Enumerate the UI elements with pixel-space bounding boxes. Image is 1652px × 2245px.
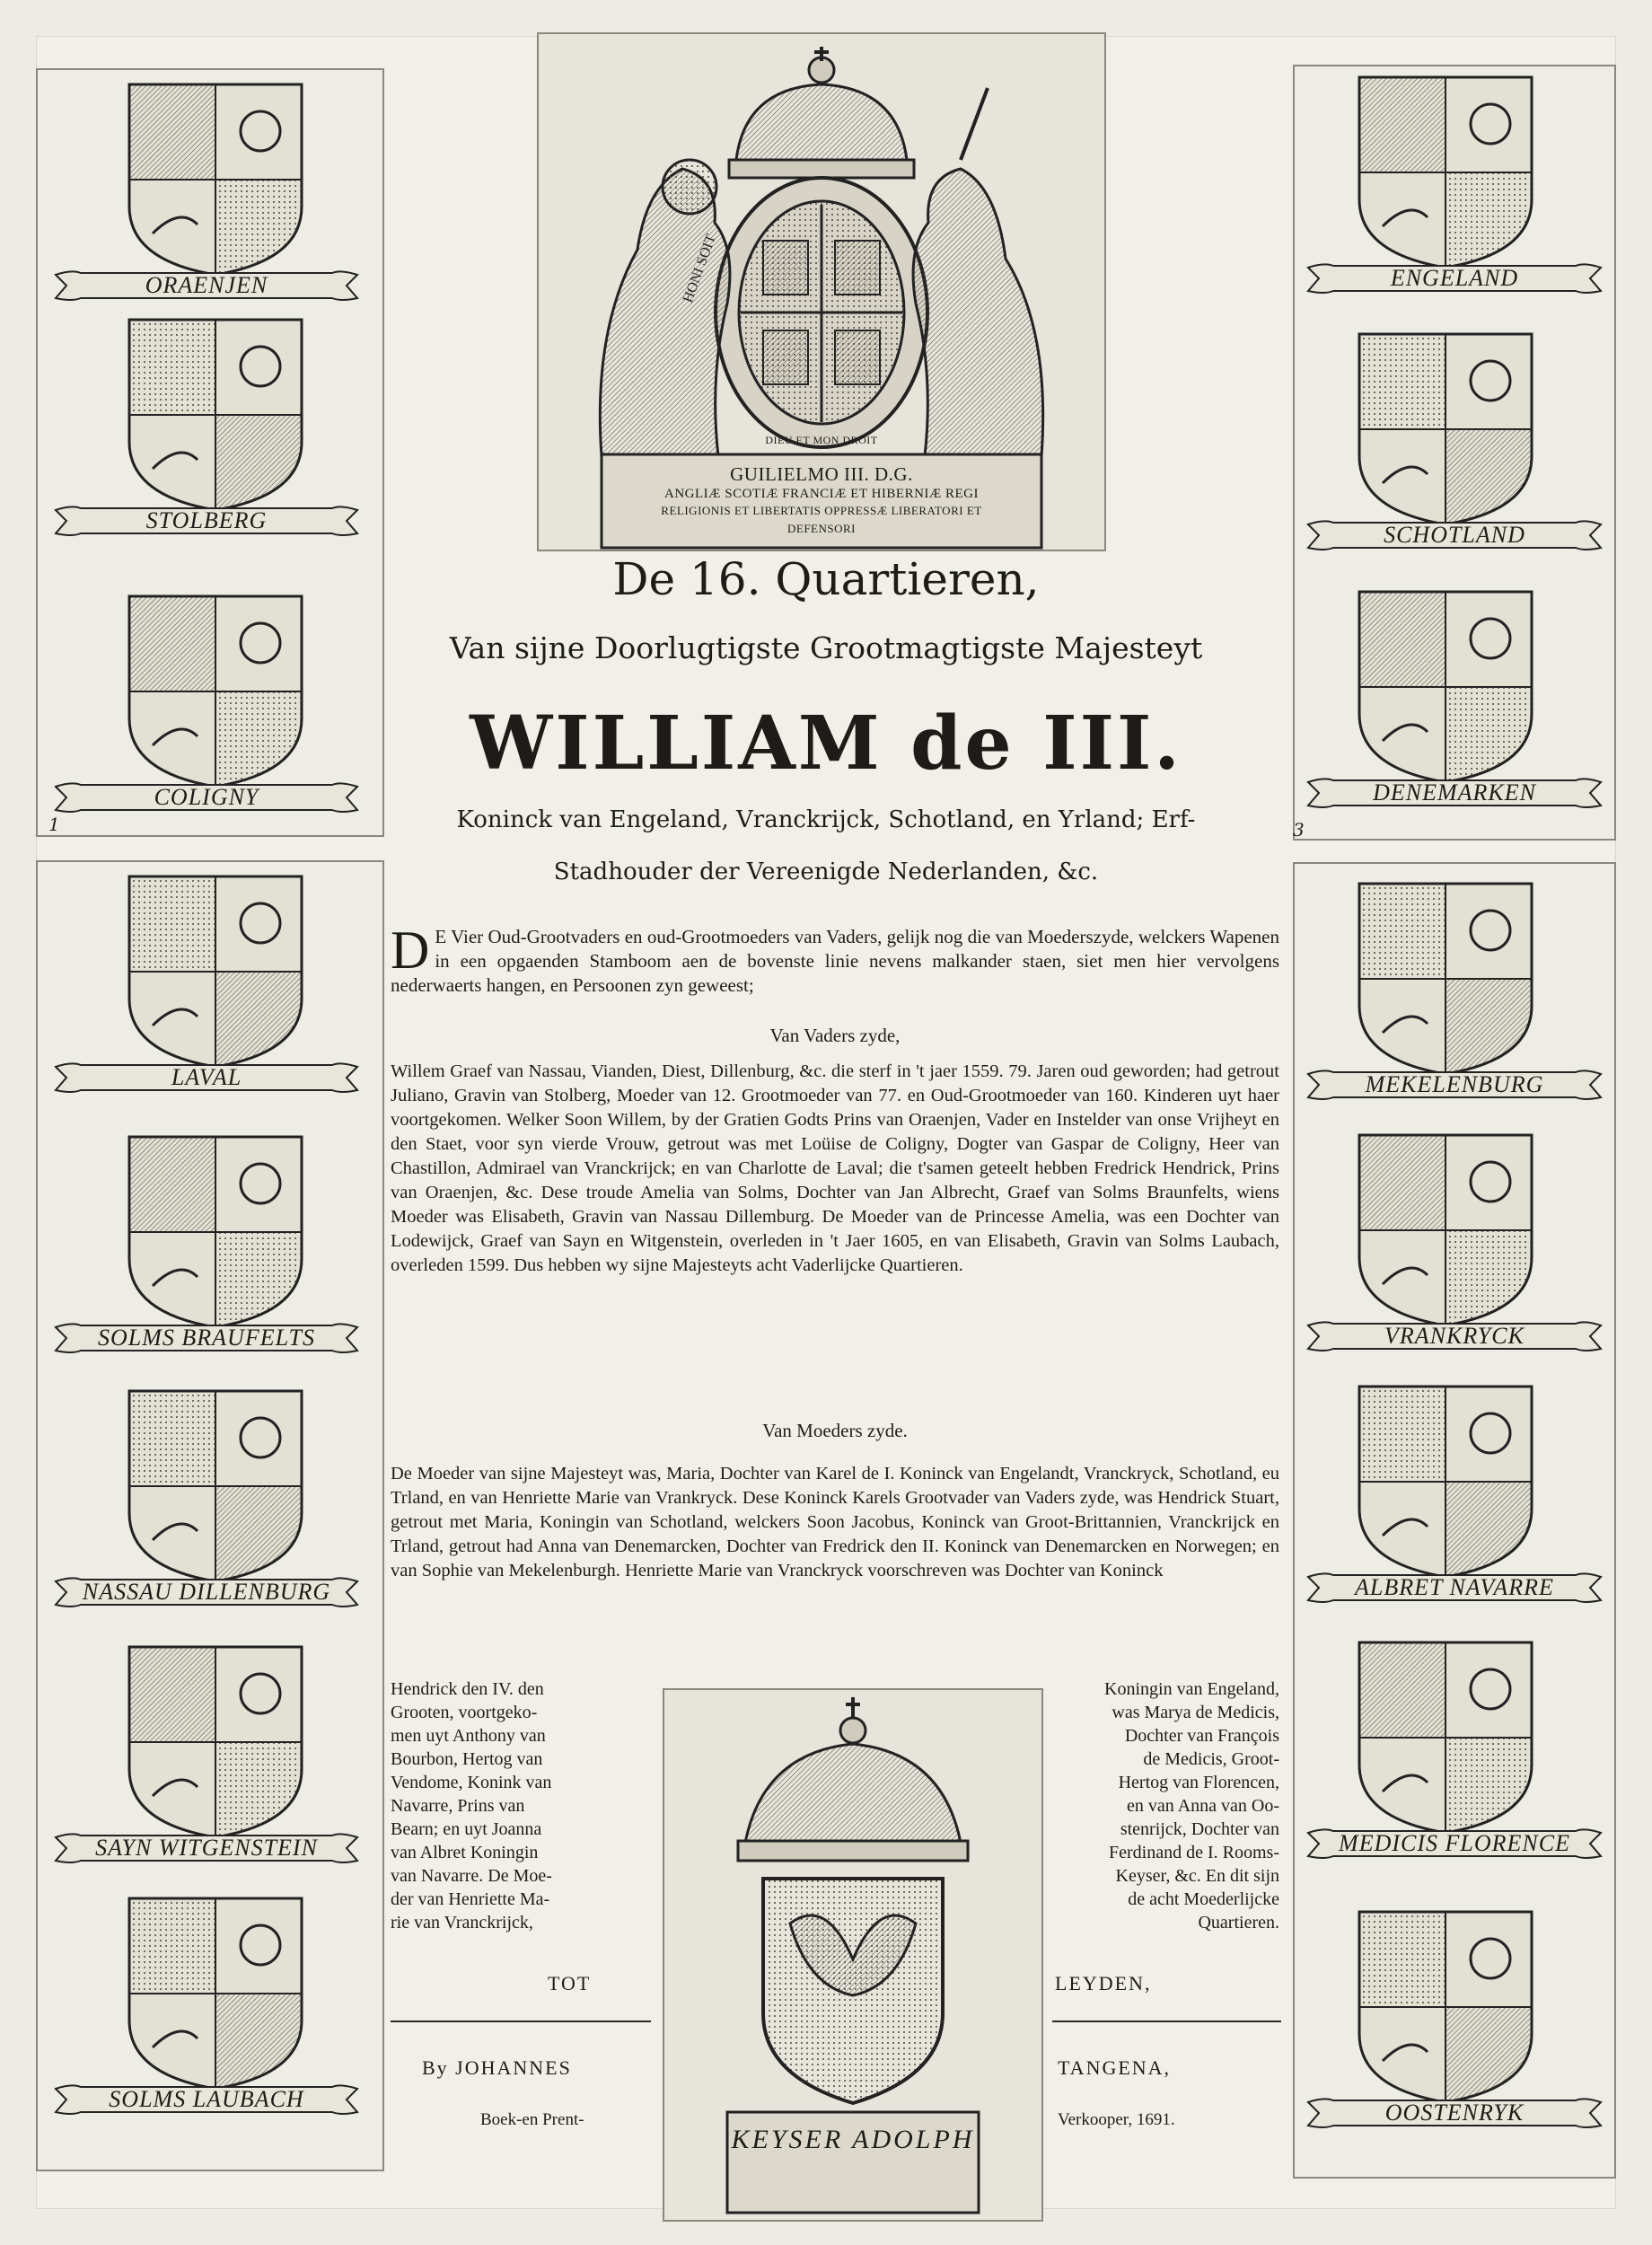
coat-of-arms (126, 316, 305, 514)
dropcap: D (391, 920, 430, 980)
maternal-heading: Van Moeders zyde. (762, 1420, 908, 1441)
maternal-left-line: van Navarre. De Moe- (391, 1866, 552, 1886)
margin-mark-left: 1 (48, 814, 60, 835)
arms-name: COLIGNY (154, 784, 259, 810)
arms-name: DENEMARKEN (1373, 779, 1536, 806)
maternal-right-line: en van Anna van Oo- (1127, 1796, 1279, 1816)
title-king-name: WILLIAM de III. (470, 700, 1182, 787)
maternal-right-column (1050, 1677, 1279, 1934)
maternal-text: De Moeder van sijne Majesteyt was, Maria, Dochter van Karel de I. Koninck van Engelandt, Vranckryck, Schotland, eu Trland, en van Henriette Marie van Vrankryck. Dese Koninck Karels Grootvader van Vaders zyde, was Hendrick Stuart, getrout met Maria, Koningin van Schotland, welckers Soon Jacobus, Koninck van Groot-Brittannien, Vranckrijck en Trland, getrout had Anna van Denemarcken, Dochter van Fredrick den II. Koninck van Denemarcken en Norwegen; en van Sophie van Mekelenburgh. Henriette Marie van Vranckryck voorschreven was Dochter van Koninck (391, 1464, 1279, 1580)
arms-banner (54, 1320, 359, 1356)
arms-banner (1306, 1570, 1603, 1606)
arms-name: NASSAU DILLENBURG (82, 1579, 331, 1605)
coat-of-arms (126, 1895, 305, 2092)
arms-name: LAVAL (171, 1064, 242, 1090)
shield-icon (126, 1133, 305, 1331)
maternal-left-line: Navarre, Prins van (391, 1796, 525, 1816)
coat-of-arms (1356, 330, 1535, 528)
maternal-left-line: der van Henriette Ma- (391, 1889, 550, 1909)
maternal-right-line: was Marya de Medicis, (1112, 1703, 1279, 1722)
title-stadholder: Stadhouder der Vereenigde Nederlanden, &c. (553, 858, 1099, 885)
imprint-publisher: By JOHANNES (422, 2056, 572, 2079)
inscription-line-3: RELIGIONIS ET LIBERTATIS OPPRESSÆ LIBERATORI ET (661, 504, 982, 517)
intro-text: E Vier Oud-Grootvaders en oud-Grootmoeders van Vaders, gelijk nog die van Moederszyde, welckers Wapenen in een opgaenden Stamboom aen de bovenste linie nevens malkander staen, siet men hier vervolgens nederwaerts hangen, en Persoonen zyn geweest; (391, 926, 1279, 996)
arms-banner (1306, 2095, 1603, 2131)
coat-of-arms (1356, 1131, 1535, 1329)
maternal-right-line: Koningin van Engeland, (1104, 1679, 1279, 1699)
imprint-rule-right (1052, 2020, 1281, 2022)
arms-name: STOLBERG (145, 507, 268, 533)
shield-icon (126, 316, 305, 514)
coat-of-arms (126, 593, 305, 790)
shield-icon (126, 1387, 305, 1585)
coat-of-arms (1356, 1639, 1535, 1836)
page-title: De 16. Quartieren, (612, 553, 1040, 605)
shield-icon (126, 1643, 305, 1841)
intro-paragraph (391, 920, 1279, 998)
coat-of-arms (1356, 1383, 1535, 1580)
imprint-date: Verkooper, 1691. (1058, 2110, 1175, 2129)
arms-name: ORAENJEN (145, 272, 268, 298)
shield-icon (1356, 1908, 1535, 2106)
shield-icon (1356, 1639, 1535, 1836)
arms-banner (54, 2082, 359, 2117)
maternal-left-line: Grooten, voortgeko- (391, 1703, 538, 1722)
arms-banner (1306, 775, 1603, 811)
arms-name: SOLMS BRAUFELTS (98, 1325, 315, 1351)
maternal-right-line: Ferdinand de I. Rooms- (1109, 1843, 1279, 1862)
inscription-line-2: ANGLIÆ SCOTIÆ FRANCIÆ ET HIBERNIÆ REGI (664, 487, 979, 501)
shield-icon (126, 593, 305, 790)
maternal-left-line: Bourbon, Hertog van (391, 1749, 543, 1769)
maternal-right-line: Dochter van François (1124, 1726, 1279, 1746)
maternal-left-line: Hendrick den IV. den (391, 1679, 544, 1699)
maternal-right-line: de Medicis, Groot- (1143, 1749, 1279, 1769)
maternal-left-line: van Albret Koningin (391, 1843, 539, 1862)
title-kingdoms: Koninck van Engeland, Vranckrijck, Schotland, en Yrland; Erf- (456, 806, 1196, 833)
shield-icon (1356, 74, 1535, 271)
paternal-heading: Van Vaders zyde, (769, 1025, 901, 1046)
coat-of-arms (126, 1387, 305, 1585)
arms-banner (54, 1830, 359, 1866)
arms-banner (1306, 517, 1603, 553)
arms-name: SAYN WITGENSTEIN (95, 1835, 318, 1861)
inscription-line-1: GUILIELMO III. D.G. (730, 463, 913, 485)
motto: DIEU ET MON DROIT (765, 434, 878, 446)
arms-banner (1306, 1318, 1603, 1354)
maternal-left-line: rie van Vranckrijck, (391, 1913, 533, 1932)
maternal-left-line: Bearn; en uyt Joanna (391, 1819, 542, 1839)
arms-banner (54, 1060, 359, 1096)
shield-icon (126, 81, 305, 278)
arms-name: SCHOTLAND (1384, 522, 1525, 548)
keyser-adolph-label: KEYSER ADOLPH (731, 2125, 975, 2154)
arms-banner (54, 1574, 359, 1610)
imprint-leyden: LEYDEN, (1055, 1972, 1152, 1994)
arms-banner (54, 779, 359, 815)
maternal-right-line: Keyser, &c. En dit sijn (1115, 1866, 1279, 1886)
inscription-line-4: DEFENSORI (786, 522, 856, 535)
arms-name: ENGELAND (1390, 265, 1519, 291)
coat-of-arms (1356, 1908, 1535, 2106)
maternal-right-line: Quartieren. (1198, 1913, 1279, 1932)
coat-of-arms (126, 1133, 305, 1331)
maternal-right-line: stenrijck, Dochter van (1120, 1819, 1279, 1839)
imprint-tot: TOT (548, 1972, 592, 1994)
arms-banner (1306, 1826, 1603, 1862)
coat-of-arms (1356, 880, 1535, 1078)
arms-banner (1306, 260, 1603, 296)
shield-icon (1356, 1383, 1535, 1580)
margin-mark-right: 3 (1293, 819, 1305, 841)
paternal-text: Willem Graef van Nassau, Vianden, Diest, Dillenburg, &c. die sterf in 't jaer 1559. 79. Jaren oud geworden; had getrout Juliano, Gravin van Stolberg, Moeder van 12. Grootmoeder van 77. en Oud-Grootmoeder van 160. Kinderen uyt haer voortgekomen. Welker Soon Willem, by der Gratien Godts Prins van Oraenjen, Vader en Instelder van onse Vrijheyt en den Staet, voor syn vierde Vrouw, getrout was met Loüise de Coligny, Dogter van Gaspar de Coligny, Heer van Chastillon, Admirael van Vranckrijck; en van Charlotte de Laval; die t'samen geteelt hebben Fredrick Hendrick, Prins van Oraenjen, &c. Dese troude Amelia van Solms, Dochter van Jan Albrecht, Graef van Solms Braunfelts, wiens Moeder was Elisabeth, Gravin van Nassau Dillemburg. De Moeder van de Princesse Amelia, was een Dochter van Lodewijck, Graef van Sayn en Witgenstein, overleden in 't Jaer 1605, en van Elisabeth, Gravin van Solms Laubach, overleden 1599. Dus hebben wy sijne Majesteyts acht Vaderlijcke Quartieren. (391, 1061, 1279, 1275)
arms-name: VRANKRYCK (1384, 1323, 1525, 1349)
maternal-left-column (391, 1677, 642, 1934)
coat-of-arms (1356, 588, 1535, 786)
keyser-adolph-engraving (663, 1688, 1043, 2222)
imprint-trade: Boek-en Prent- (480, 2110, 584, 2129)
maternal-left-line: men uyt Anthony van (391, 1726, 546, 1746)
shield-icon (1356, 1131, 1535, 1329)
coat-of-arms (126, 873, 305, 1070)
arms-name: OOSTENRYK (1384, 2100, 1525, 2126)
imprint-rule-left (391, 2020, 651, 2022)
royal-arms-engraving (537, 32, 1106, 551)
imprint-publisher-surname: TANGENA, (1058, 2056, 1172, 2079)
arms-banner (54, 268, 359, 304)
shield-icon (126, 873, 305, 1070)
coat-of-arms (1356, 74, 1535, 271)
arms-name: MEKELENBURG (1365, 1071, 1544, 1097)
arms-banner (54, 503, 359, 539)
maternal-right-line: de acht Moederlijcke (1128, 1889, 1279, 1909)
arms-banner (1306, 1067, 1603, 1103)
shield-icon (1356, 588, 1535, 786)
maternal-left-line: Vendome, Konink van (391, 1773, 552, 1792)
coat-of-arms (126, 1643, 305, 1841)
coat-of-arms (126, 81, 305, 278)
title-subline: Van sijne Doorlugtigste Grootmagtigste Majesteyt (449, 630, 1203, 665)
shield-icon (1356, 880, 1535, 1078)
maternal-right-line: Hertog van Florencen, (1118, 1773, 1279, 1792)
arms-name: ALBRET NAVARRE (1355, 1574, 1554, 1600)
arms-name: MEDICIS FLORENCE (1339, 1830, 1570, 1856)
shield-icon (1356, 330, 1535, 528)
arms-name: SOLMS LAUBACH (109, 2086, 304, 2112)
shield-icon (126, 1895, 305, 2092)
